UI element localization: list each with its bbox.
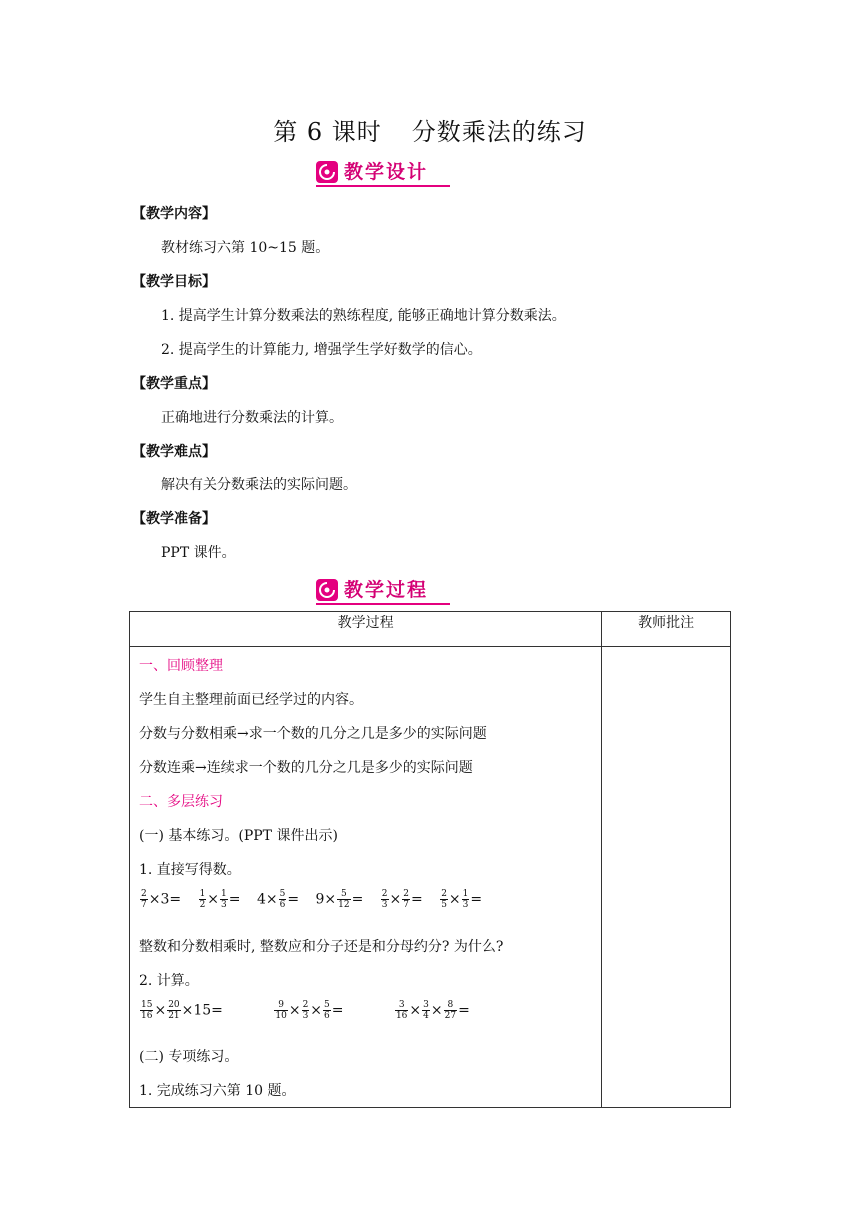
swirl-logo-icon — [316, 579, 338, 601]
math-row-2 — [139, 1000, 470, 1021]
heading-prep: 【教学准备】 — [132, 511, 216, 527]
expr: 9× $\frac{5}{12}$ = — [315, 889, 364, 910]
banner-underline — [316, 185, 450, 187]
heading-content: 【教学内容】 — [132, 206, 216, 222]
heading-difficulty: 【教学难点】 — [132, 444, 216, 460]
page-title — [0, 112, 860, 147]
expr: $\frac{2}{7}$ ×3= — [141, 889, 182, 910]
list-item: 整数和分数相乘时, 整数应和分子还是和分母约分? 为什么? — [139, 939, 504, 955]
header-process: 教学过程 — [130, 612, 602, 647]
expr: $\frac{2}{3}$ × $\frac{2}{7}$ = — [381, 889, 423, 910]
table-row — [130, 647, 731, 1108]
lesson-number: 第 6 课时 — [273, 118, 382, 146]
expr: $\frac{1}{2}$ × $\frac{1}{3}$ = — [199, 889, 241, 910]
banner-label: 教学过程 — [344, 579, 429, 601]
expr: 4× $\frac{5}{6}$ = — [256, 889, 300, 910]
table-header-row — [130, 612, 731, 647]
expr: $\frac{15}{16}$ × $\frac{20}{21}$ ×15= — [141, 1000, 223, 1021]
text-prep: PPT 课件。 — [161, 545, 236, 561]
text-key: 正确地进行分数乘法的计算。 — [161, 410, 343, 426]
list-item: 学生自主整理前面已经学过的内容。 — [139, 692, 363, 708]
process-cell — [130, 647, 602, 1108]
list-item: 分数连乘→连续求一个数的几分之几是多少的实际问题 — [139, 760, 473, 776]
text-difficulty: 解决有关分数乘法的实际问题。 — [161, 477, 357, 493]
process-table — [129, 611, 731, 1108]
lesson-title: 分数乘法的练习 — [411, 118, 587, 146]
banner-underline — [316, 603, 450, 605]
section-practice: 二、多层练习 — [139, 794, 223, 810]
math-row-1 — [139, 889, 482, 910]
text-goal-1: 1. 提高学生计算分数乘法的熟练程度, 能够正确地计算分数乘法。 — [161, 308, 566, 324]
text-goal-2: 2. 提高学生的计算能力, 增强学生学好数学的信心。 — [161, 342, 482, 358]
heading-goals: 【教学目标】 — [132, 274, 216, 290]
section-banner-process — [316, 578, 450, 604]
list-item: 1. 完成练习六第 10 题。 — [139, 1083, 296, 1099]
banner-label: 教学设计 — [344, 161, 429, 183]
header-notes: 教师批注 — [602, 612, 731, 647]
swirl-logo-icon — [316, 161, 338, 183]
expr: $\frac{2}{5}$ × $\frac{1}{3}$ = — [441, 889, 483, 910]
notes-cell — [602, 647, 731, 1108]
section-review: 一、回顾整理 — [139, 658, 223, 674]
list-item: (二) 专项练习。 — [139, 1049, 239, 1065]
expr: $\frac{3}{16}$ × $\frac{3}{4}$ × $\frac{8}{27}$ = — [395, 1000, 470, 1021]
expr: $\frac{9}{10}$ × $\frac{2}{3}$ × $\frac{5}{6}$ = — [275, 1000, 344, 1021]
list-item: 1. 直接写得数。 — [139, 862, 241, 878]
list-item: (一) 基本练习。(PPT 课件出示) — [139, 828, 338, 844]
section-banner-design — [316, 160, 450, 186]
text-content: 教材练习六第 10~15 题。 — [161, 240, 330, 256]
heading-key: 【教学重点】 — [132, 376, 216, 392]
list-item: 分数与分数相乘→求一个数的几分之几是多少的实际问题 — [139, 726, 487, 742]
list-item: 2. 计算。 — [139, 973, 199, 989]
